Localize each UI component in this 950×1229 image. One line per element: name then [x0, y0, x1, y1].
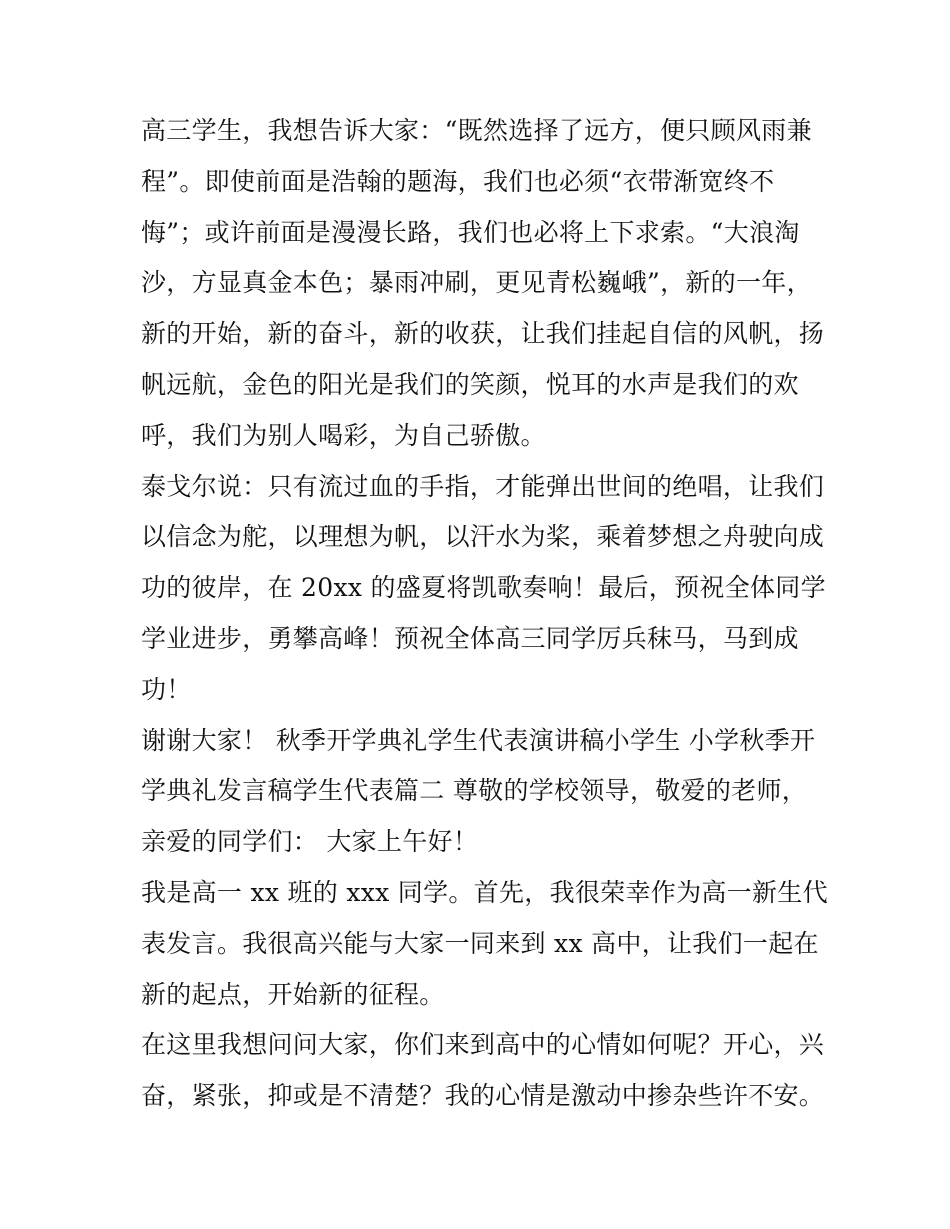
text-line: 以信念为舵，以理想为帆，以汗水为桨，乘着梦想之舟驶向成: [141, 522, 825, 552]
text-line: 高三学生，我想告诉大家：“既然选择了远方，便只顾风雨兼: [141, 116, 812, 145]
speech-text-body: [141, 106, 828, 1122]
text-line: 新的开始，新的奋斗，新的收获，让我们挂起自信的风帆，扬: [141, 319, 825, 349]
text-line: 功！: [141, 674, 192, 704]
text-line: 呼，我们为别人喝彩，为自己骄傲。: [141, 420, 546, 450]
text-line: 新的起点，开始新的征程。: [141, 979, 445, 1009]
text-line: 泰戈尔说：只有流过血的手指，才能弹出世间的绝唱，让我们: [141, 471, 825, 501]
text-line: 谢谢大家！ 秋季开学典礼学生代表演讲稿小学生 小学秋季开: [141, 725, 816, 755]
text-line: 亲爱的同学们： 大家上午好！: [141, 827, 479, 857]
text-line: 我是高一 xx 班的 xxx 同学。首先，我很荣幸作为高一新生代: [141, 877, 828, 907]
text-line: 悔”；或许前面是漫漫长路，我们也必将上下求索。“大浪淘: [141, 217, 800, 247]
text-line: 沙，方显真金本色；暴雨冲刷，更见青松巍峨”，新的一年，: [141, 268, 812, 298]
text-line: 学典礼发言稿学生代表篇二 尊敬的学校领导，敬爱的老师，: [141, 776, 808, 806]
text-line: 学业进步，勇攀高峰！预祝全体高三同学厉兵秣马，马到成: [141, 623, 799, 653]
text-line: 表发言。我很高兴能与大家一同来到 xx 高中，让我们一起在: [141, 928, 819, 958]
text-line: 帆远航，金色的阳光是我们的笑颜，悦耳的水声是我们的欢: [141, 369, 799, 399]
text-line: 功的彼岸，在 20xx 的盛夏将凯歌奏响！最后，预祝全体同学: [141, 573, 826, 603]
text-line: 奋，紧张，抑或是不清楚？我的心情是激动中掺杂些许不安。: [141, 1081, 825, 1111]
text-line: 在这里我想问问大家，你们来到高中的心情如何呢？开心，兴: [141, 1030, 825, 1060]
text-line: 程”。即使前面是浩翰的题海，我们也必须“衣带渐宽终不: [141, 166, 775, 196]
